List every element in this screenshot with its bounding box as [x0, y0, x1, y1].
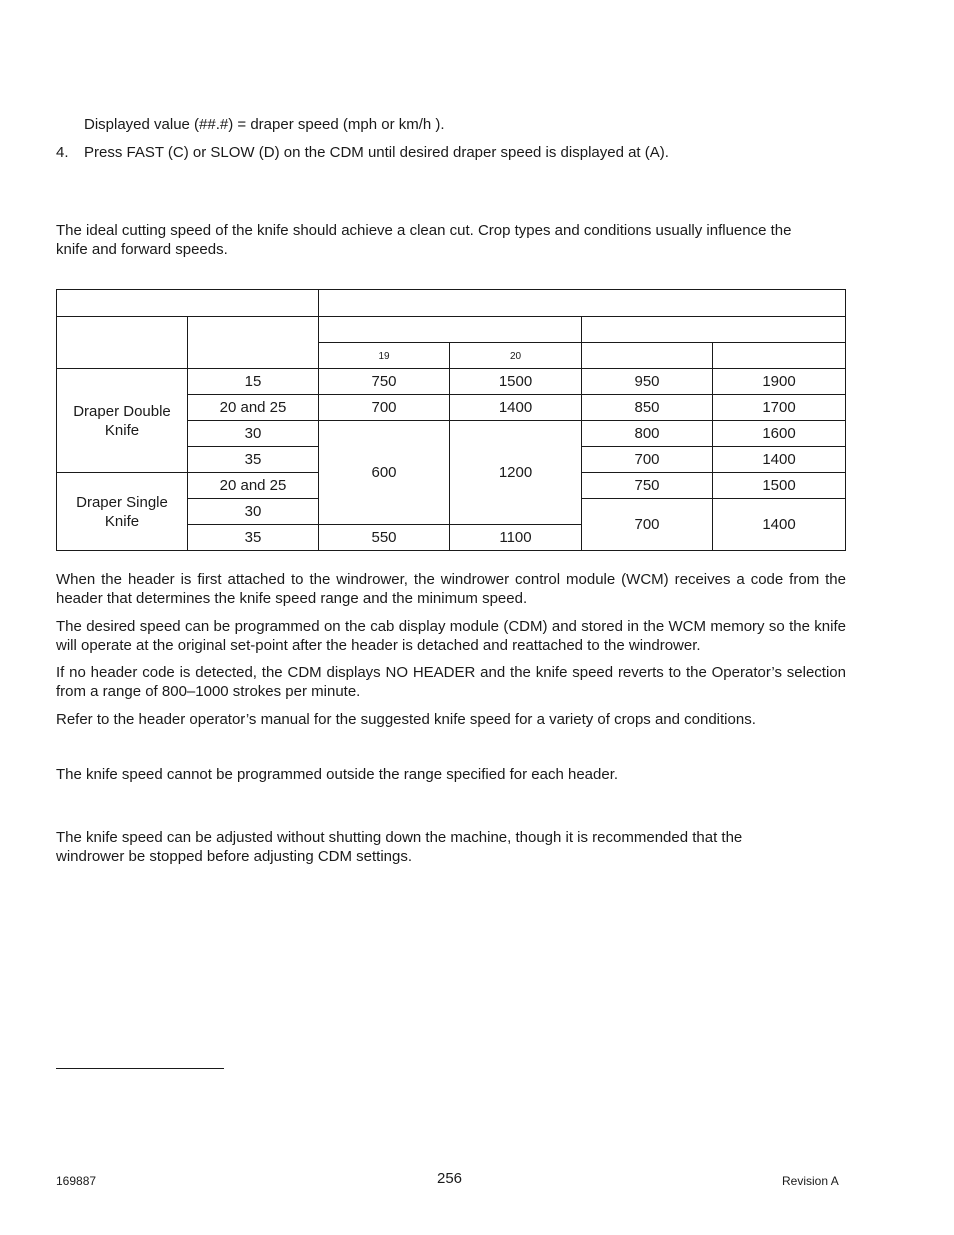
- footnote-ref-19: 19: [378, 351, 390, 362]
- cell-value-merged: 600: [319, 421, 450, 525]
- header-cell-group-a: [319, 317, 582, 343]
- table-header-row-2: [57, 317, 846, 343]
- paragraph-range-limit: The knife speed cannot be programmed outside the range specified for each header.: [56, 766, 619, 783]
- paragraph-adjust-running: The knife speed can be adjusted without shutting down the machine, though it is recommended that the windrower be stopped before adjusting CDM settings.: [56, 829, 743, 865]
- cell-value: 950: [582, 369, 713, 395]
- cell-value: 1900: [713, 369, 846, 395]
- header-cell-sub4: [713, 343, 846, 369]
- header-cell-header-size: [188, 317, 319, 369]
- cell-value-merged: 700: [582, 499, 713, 551]
- footer-doc-number: 169887: [56, 1174, 97, 1188]
- table-row: [57, 369, 846, 395]
- cell-value: 550: [319, 525, 450, 551]
- cell-size: 30: [188, 421, 319, 447]
- cell-value: 800: [582, 421, 713, 447]
- header-cell-sub3: [582, 343, 713, 369]
- cell-value: 750: [582, 473, 713, 499]
- header-cell-sub2: [450, 343, 582, 369]
- cell-size: 35: [188, 525, 319, 551]
- paragraph-wcm-code: When the header is first attached to the windrower, the windrower control module (WCM) receives a code from the header that determines the knife speed range and the minimum speed.: [56, 571, 846, 607]
- cell-value: 750: [319, 369, 450, 395]
- group-label-single-knife: Draper Single Knife: [57, 473, 188, 551]
- paragraph-refer-manual: Refer to the header operator’s manual for the suggested knife speed for a variety of crops and conditions.: [56, 711, 756, 728]
- footnote-ref-20: 20: [509, 351, 522, 362]
- cell-size: 35: [188, 447, 319, 473]
- paragraph-no-header: If no header code is detected, the CDM displays NO HEADER and the knife speed reverts to the Operator’s selection from a range of 800–1000 strokes per minute.: [56, 664, 846, 700]
- footer-page-number: 256: [437, 1170, 463, 1187]
- cell-value: 1100: [450, 525, 582, 551]
- footer-revision: Revision A: [782, 1174, 839, 1188]
- cell-value: 700: [582, 447, 713, 473]
- cell-size: 20 and 25: [188, 473, 319, 499]
- cell-value: 1400: [713, 447, 846, 473]
- header-cell-blank-left: [57, 290, 319, 317]
- intro-paragraph: The ideal cutting speed of the knife should achieve a clean cut. Crop types and conditions usually influence the knife and forward speeds.: [56, 222, 792, 258]
- footnote-divider: [56, 1068, 224, 1069]
- header-cell-blank-right: [319, 290, 846, 317]
- cell-value: 1700: [713, 395, 846, 421]
- table-header-row-1: [57, 290, 846, 317]
- displayed-value-line: Displayed value (##.#) = draper speed (mph or km/h ).: [84, 116, 445, 133]
- cell-size: 15: [188, 369, 319, 395]
- cell-value: 1600: [713, 421, 846, 447]
- header-cell-sub1: [319, 343, 450, 369]
- cell-value-merged: 1200: [450, 421, 582, 525]
- cell-value-merged: 1400: [713, 499, 846, 551]
- cell-value: 1500: [713, 473, 846, 499]
- cell-value: 850: [582, 395, 713, 421]
- group-label-double-knife: Draper Double Knife: [57, 369, 188, 473]
- cell-value: 1500: [450, 369, 582, 395]
- paragraph-programming: The desired speed can be programmed on the cab display module (CDM) and stored in the WCM memory so the knife will operate at the original set-point after the header is detached and reattached to the windrower.: [56, 618, 846, 654]
- cell-size: 30: [188, 499, 319, 525]
- header-cell-group-b: [582, 317, 846, 343]
- cell-value: 700: [319, 395, 450, 421]
- header-cell-header-type: [57, 317, 188, 369]
- cell-size: 20 and 25: [188, 395, 319, 421]
- cell-value: 1400: [450, 395, 582, 421]
- step-4: [56, 143, 669, 162]
- knife-speed-table: [56, 289, 846, 551]
- step-4-number: 4.: [56, 144, 69, 161]
- step-4-text: Press FAST (C) or SLOW (D) on the CDM until desired draper speed is displayed at (A).: [84, 144, 669, 161]
